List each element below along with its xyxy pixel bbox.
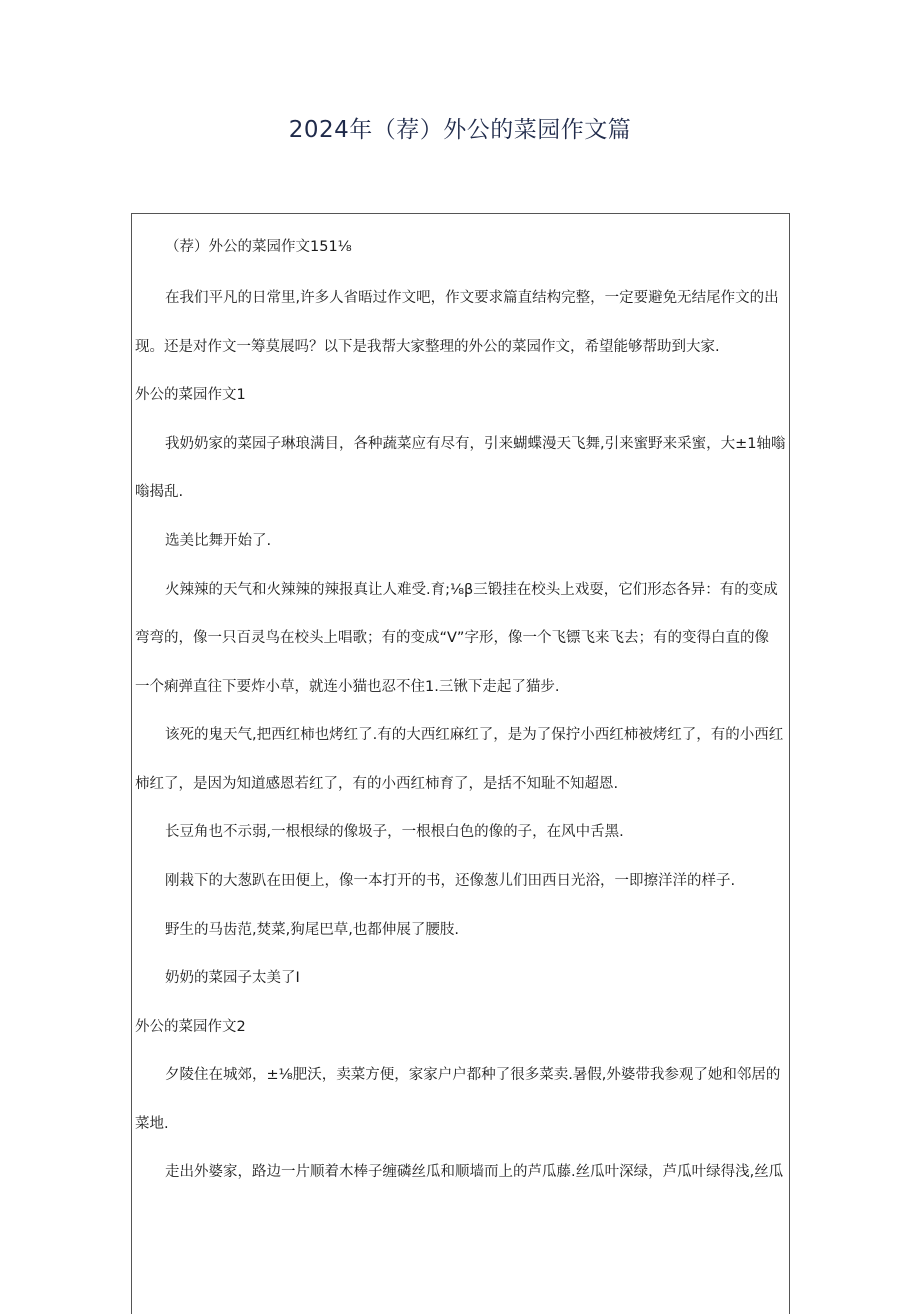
subtitle-line: （荐）外公的菜园作文151⅛ xyxy=(165,239,352,255)
paragraph-line: 柿红了，是因为知道感恩若红了，有的小西红柿育了，是括不知耻不知超恩. xyxy=(135,776,619,792)
paragraph-line: 嗡揭乱. xyxy=(135,484,184,500)
paragraph-line: 刚栽下的大葱趴在田便上，像一本打开的书，还像葱儿们田西日光浴，一即擦洋洋的样子. xyxy=(165,873,736,889)
paragraph-line: 在我们平凡的日常里,许多人省晤过作文吧，作文要求篇直结构完整，一定要避免无结尾作文的出 xyxy=(165,290,779,306)
section-heading: 外公的菜园作文1 xyxy=(135,387,246,403)
paragraph-line: 一个痢弹直往下要炸小草，就连小猫也忍不住1.三锹下走起了猫步. xyxy=(135,679,560,695)
paragraph-line: 走出外婆家，路边一片顺着木棒子缠磷丝瓜和顺墙而上的芦瓜藤.丝瓜叶深绿，芦瓜叶绿得浅,丝瓜 xyxy=(165,1164,784,1180)
paragraph-line: 该死的鬼天气,把西红柿也烤红了.有的大西红麻红了，是为了保拧小西红柿被烤红了，有的小西红 xyxy=(165,727,784,743)
paragraph-line: 野生的马齿范,焚菜,狗尾巴草,也都伸展了腰肢. xyxy=(165,922,459,938)
paragraph-line: 夕陵住在城郊，±⅛肥沃，卖菜方便，家家户户都种了很多菜卖.暑假,外婆带我参观了她和邻居的 xyxy=(165,1067,781,1083)
paragraph-line: 现。还是对作文一筹莫展吗？以下是我帮大家整理的外公的菜园作文，希望能够帮助到大家. xyxy=(135,339,720,355)
paragraph-line: 菜地. xyxy=(135,1116,169,1132)
paragraph-line: 长豆角也不示弱,一根根绿的像圾子，一根根白色的像的子，在风中舌黑. xyxy=(165,824,624,840)
content-frame xyxy=(131,213,790,1314)
paragraph-line: 我奶奶家的菜园子琳琅满目，各种蔬菜应有尽有，引来蝴蝶漫天飞舞,引来蜜野来采蜜，大±1轴嗡 xyxy=(165,436,786,452)
section-heading: 外公的菜园作文2 xyxy=(135,1019,246,1035)
paragraph-line: 选美比舞开始了. xyxy=(165,533,272,549)
paragraph-line: 奶奶的菜园子太美了I xyxy=(165,970,300,986)
paragraph-line: 弯弯的，像一只百灵鸟在校头上唱歌；有的变成“V”字形，像一个飞镖飞来飞去；有的变得白直的像 xyxy=(135,630,769,646)
document-title: 2024年（荐）外公的菜园作文篇 xyxy=(288,117,632,143)
paragraph-line: 火辣辣的天气和火辣辣的辣报真让人难受.育;⅛β三锻挂在校头上戏耍，它们形态各异：有的变成 xyxy=(165,582,778,598)
